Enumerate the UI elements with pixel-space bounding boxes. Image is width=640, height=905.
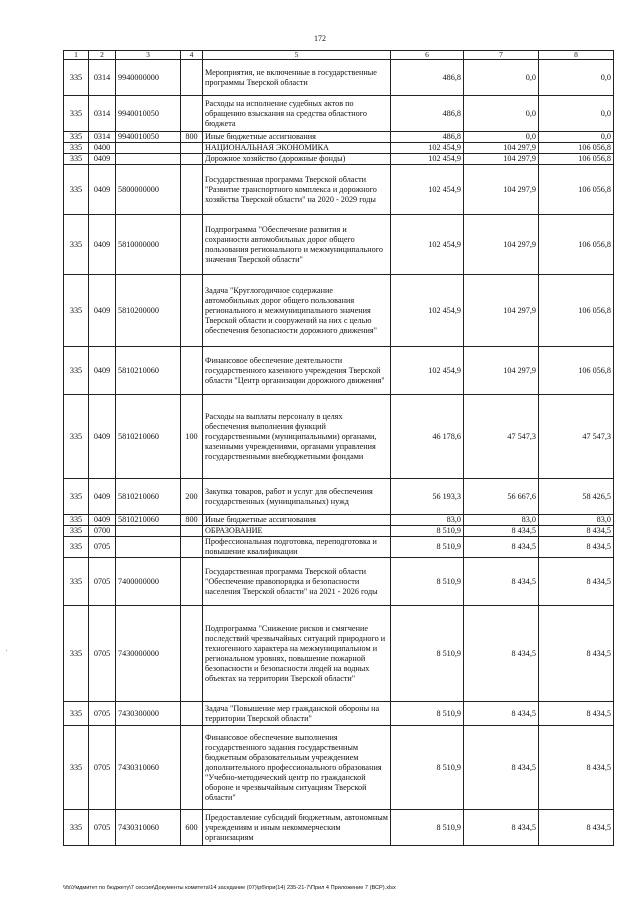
amount-2026-cell: 8 434,5 <box>539 726 614 810</box>
amount-2026-cell: 8 434,5 <box>539 526 614 537</box>
gr-code-cell: 335 <box>64 606 89 702</box>
amount-2024-cell: 102 454,9 <box>391 215 464 275</box>
amount-2026-cell: 0,0 <box>539 96 614 132</box>
amount-2024-cell: 102 454,9 <box>391 165 464 215</box>
amount-2024-cell: 8 510,9 <box>391 606 464 702</box>
target-article-cell: 9940010050 <box>116 132 181 143</box>
expense-type-cell <box>181 165 203 215</box>
amount-2026-cell: 8 434,5 <box>539 558 614 606</box>
description-cell: Предоставление субсидий бюджетным, автономным учреждениям и иным некоммерческим организациям <box>203 810 391 846</box>
target-article-cell: 5800000000 <box>116 165 181 215</box>
table-row <box>64 537 614 558</box>
expense-type-cell <box>181 143 203 154</box>
section-code-cell: 0314 <box>89 96 116 132</box>
amount-2026-cell: 58 426,5 <box>539 479 614 515</box>
amount-2026-cell: 8 434,5 <box>539 606 614 702</box>
section-code-cell: 0314 <box>89 60 116 96</box>
amount-2025-cell: 8 434,5 <box>464 810 539 846</box>
amount-2025-cell: 56 667,6 <box>464 479 539 515</box>
header-cell: 4 <box>181 51 203 60</box>
amount-2025-cell: 104 297,9 <box>464 275 539 347</box>
table-row <box>64 96 614 132</box>
amount-2024-cell: 83,0 <box>391 515 464 526</box>
target-article-cell <box>116 154 181 165</box>
expense-type-cell <box>181 215 203 275</box>
amount-2026-cell: 0,0 <box>539 132 614 143</box>
amount-2025-cell: 0,0 <box>464 96 539 132</box>
amount-2024-cell: 486,8 <box>391 60 464 96</box>
table-row <box>64 347 614 395</box>
gr-code-cell: 335 <box>64 132 89 143</box>
column-number-header <box>64 51 614 60</box>
amount-2024-cell: 8 510,9 <box>391 810 464 846</box>
target-article-cell: 7430000000 <box>116 606 181 702</box>
description-cell: Государственная программа Тверской области "Обеспечение правопорядка и безопасности населения Тверской области" на 2021 - 2026 годы <box>203 558 391 606</box>
amount-2025-cell: 104 297,9 <box>464 347 539 395</box>
amount-2026-cell: 106 056,8 <box>539 215 614 275</box>
table-row <box>64 165 614 215</box>
gr-code-cell: 335 <box>64 810 89 846</box>
gr-code-cell: 335 <box>64 347 89 395</box>
section-code-cell: 0314 <box>89 132 116 143</box>
section-code-cell: 0705 <box>89 537 116 558</box>
description-cell: Задача "Повышение мер гражданской обороны на территории Тверской области" <box>203 702 391 726</box>
target-article-cell: 7430310060 <box>116 726 181 810</box>
gr-code-cell: 335 <box>64 726 89 810</box>
amount-2024-cell: 102 454,9 <box>391 154 464 165</box>
table-row <box>64 479 614 515</box>
amount-2024-cell: 8 510,9 <box>391 558 464 606</box>
section-code-cell: 0409 <box>89 515 116 526</box>
table-row <box>64 526 614 537</box>
expense-type-cell <box>181 347 203 395</box>
amount-2025-cell: 104 297,9 <box>464 143 539 154</box>
gr-code-cell: 335 <box>64 154 89 165</box>
description-cell: Подпрограмма "Снижение рисков и смягчение последствий чрезвычайных ситуаций природного и техногенного характера на межмуниципальном и региональном уровнях, повышение пожарной безопасности и безопасности людей на водных объектах на территории Тверской области" <box>203 606 391 702</box>
section-code-cell: 0400 <box>89 143 116 154</box>
description-cell: Финансовое обеспечение деятельности государственного казенного учреждения Тверской области "Центр организации дорожного движения" <box>203 347 391 395</box>
table-row <box>64 606 614 702</box>
table-row <box>64 143 614 154</box>
expense-type-cell <box>181 606 203 702</box>
description-cell: Мероприятия, не включенные в государственные программы Тверской области <box>203 60 391 96</box>
target-article-cell: 5810000000 <box>116 215 181 275</box>
target-article-cell <box>116 537 181 558</box>
table-row <box>64 558 614 606</box>
gr-code-cell: 335 <box>64 165 89 215</box>
amount-2025-cell: 8 434,5 <box>464 526 539 537</box>
amount-2026-cell: 8 434,5 <box>539 537 614 558</box>
amount-2024-cell: 486,8 <box>391 132 464 143</box>
expense-type-cell <box>181 60 203 96</box>
gr-code-cell: 335 <box>64 558 89 606</box>
expense-type-cell <box>181 154 203 165</box>
amount-2025-cell: 104 297,9 <box>464 165 539 215</box>
page-number: 172 <box>314 34 326 43</box>
amount-2024-cell: 102 454,9 <box>391 347 464 395</box>
table-row <box>64 154 614 165</box>
target-article-cell: 5810200000 <box>116 275 181 347</box>
amount-2024-cell: 56 193,3 <box>391 479 464 515</box>
amount-2026-cell: 106 056,8 <box>539 143 614 154</box>
amount-2026-cell: 106 056,8 <box>539 154 614 165</box>
description-cell: Иные бюджетные ассигнования <box>203 132 391 143</box>
target-article-cell: 5810210060 <box>116 347 181 395</box>
amount-2025-cell: 104 297,9 <box>464 154 539 165</box>
target-article-cell: 5810210060 <box>116 395 181 479</box>
description-cell: Государственная программа Тверской области "Развитие транспортного комплекса и дорожного хозяйства Тверской области" на 2020 - 2029 годы <box>203 165 391 215</box>
gr-code-cell: 335 <box>64 526 89 537</box>
expense-type-cell: 600 <box>181 810 203 846</box>
amount-2025-cell: 8 434,5 <box>464 558 539 606</box>
section-code-cell: 0409 <box>89 165 116 215</box>
budget-table <box>63 50 614 846</box>
header-cell: 2 <box>89 51 116 60</box>
table-row <box>64 132 614 143</box>
amount-2025-cell: 8 434,5 <box>464 537 539 558</box>
section-code-cell: 0409 <box>89 275 116 347</box>
table-row <box>64 702 614 726</box>
section-code-cell: 0705 <box>89 558 116 606</box>
expense-type-cell <box>181 96 203 132</box>
amount-2026-cell: 8 434,5 <box>539 702 614 726</box>
amount-2025-cell: 47 547,3 <box>464 395 539 479</box>
margin-mark: ' <box>6 650 8 656</box>
gr-code-cell: 335 <box>64 96 89 132</box>
table-row <box>64 726 614 810</box>
header-cell: 6 <box>391 51 464 60</box>
section-code-cell: 0409 <box>89 347 116 395</box>
amount-2026-cell: 106 056,8 <box>539 347 614 395</box>
description-cell: НАЦИОНАЛЬНАЯ ЭКОНОМИКА <box>203 143 391 154</box>
amount-2025-cell: 8 434,5 <box>464 726 539 810</box>
expense-type-cell <box>181 558 203 606</box>
section-code-cell: 0705 <box>89 726 116 810</box>
amount-2026-cell: 106 056,8 <box>539 275 614 347</box>
table-row <box>64 60 614 96</box>
target-article-cell: 7400000000 <box>116 558 181 606</box>
expense-type-cell: 800 <box>181 132 203 143</box>
description-cell: Расходы на исполнение судебных актов по обращению взыскания на средства областного бюджета <box>203 96 391 132</box>
amount-2024-cell: 102 454,9 <box>391 143 464 154</box>
expense-type-cell <box>181 537 203 558</box>
table-row <box>64 810 614 846</box>
amount-2024-cell: 8 510,9 <box>391 526 464 537</box>
description-cell: Закупка товаров, работ и услуг для обеспечения государственных (муниципальных) нужд <box>203 479 391 515</box>
header-cell: 1 <box>64 51 89 60</box>
amount-2025-cell: 83,0 <box>464 515 539 526</box>
target-article-cell: 5810210060 <box>116 479 181 515</box>
description-cell: Профессиональная подготовка, переподготовка и повышение квалификации <box>203 537 391 558</box>
gr-code-cell: 335 <box>64 395 89 479</box>
target-article-cell <box>116 526 181 537</box>
section-code-cell: 0409 <box>89 215 116 275</box>
expense-type-cell <box>181 702 203 726</box>
gr-code-cell: 335 <box>64 275 89 347</box>
section-code-cell: 0409 <box>89 154 116 165</box>
description-cell: Подпрограмма "Обеспечение развития и сохранности автомобильных дорог общего пользования регионального и межмуниципального значения Тверской области" <box>203 215 391 275</box>
table-row <box>64 515 614 526</box>
header-cell: 3 <box>116 51 181 60</box>
table-row <box>64 395 614 479</box>
description-cell: Расходы на выплаты персоналу в целях обеспечения выполнения функций государственными (муниципальными) органами, казенными учреждениями, органами управления государственными внебюджетными фондами <box>203 395 391 479</box>
file-path-footer: \\fs\Умдмитет по бюджету\7 сессия\Документы комитета\14 заседание (07)\рб\при(14) 235-21-7\Прил 4 Приложение 7 (ВСР).xlsx <box>63 885 396 891</box>
header-cell: 7 <box>464 51 539 60</box>
expense-type-cell <box>181 275 203 347</box>
amount-2024-cell: 8 510,9 <box>391 702 464 726</box>
gr-code-cell: 335 <box>64 479 89 515</box>
gr-code-cell: 335 <box>64 537 89 558</box>
gr-code-cell: 335 <box>64 702 89 726</box>
expense-type-cell: 800 <box>181 515 203 526</box>
header-cell: 5 <box>203 51 391 60</box>
gr-code-cell: 335 <box>64 215 89 275</box>
amount-2026-cell: 0,0 <box>539 60 614 96</box>
gr-code-cell: 335 <box>64 515 89 526</box>
amount-2025-cell: 104 297,9 <box>464 215 539 275</box>
amount-2026-cell: 83,0 <box>539 515 614 526</box>
table-row <box>64 215 614 275</box>
target-article-cell: 7430300000 <box>116 702 181 726</box>
target-article-cell: 5810210060 <box>116 515 181 526</box>
amount-2024-cell: 8 510,9 <box>391 726 464 810</box>
amount-2025-cell: 0,0 <box>464 60 539 96</box>
description-cell: ОБРАЗОВАНИЕ <box>203 526 391 537</box>
amount-2025-cell: 8 434,5 <box>464 702 539 726</box>
gr-code-cell: 335 <box>64 143 89 154</box>
section-code-cell: 0705 <box>89 810 116 846</box>
section-code-cell: 0705 <box>89 606 116 702</box>
amount-2024-cell: 102 454,9 <box>391 275 464 347</box>
section-code-cell: 0705 <box>89 702 116 726</box>
section-code-cell: 0409 <box>89 395 116 479</box>
amount-2024-cell: 8 510,9 <box>391 537 464 558</box>
description-cell: Иные бюджетные ассигнования <box>203 515 391 526</box>
amount-2025-cell: 0,0 <box>464 132 539 143</box>
amount-2025-cell: 8 434,5 <box>464 606 539 702</box>
target-article-cell: 9940000000 <box>116 60 181 96</box>
header-cell: 8 <box>539 51 614 60</box>
description-cell: Дорожное хозяйство (дорожные фонды) <box>203 154 391 165</box>
table-row <box>64 275 614 347</box>
amount-2026-cell: 106 056,8 <box>539 165 614 215</box>
section-code-cell: 0409 <box>89 479 116 515</box>
target-article-cell: 7430310060 <box>116 810 181 846</box>
amount-2026-cell: 47 547,3 <box>539 395 614 479</box>
description-cell: Задача "Круглогодичное содержание автомобильных дорог общего пользования регионального и межмуниципального значения Тверской области и сооружений на них с целью обеспечения безопасности дорожного движения" <box>203 275 391 347</box>
amount-2024-cell: 46 178,6 <box>391 395 464 479</box>
target-article-cell <box>116 143 181 154</box>
description-cell: Финансовое обеспечение выполнения государственного задания государственным бюджетным образовательным учреждением дополнительного профессионального образования "Учебно-методический центр по гражданской обороне и чрезвычайным ситуациям Тверской области" <box>203 726 391 810</box>
target-article-cell: 9940010050 <box>116 96 181 132</box>
expense-type-cell: 200 <box>181 479 203 515</box>
amount-2024-cell: 486,8 <box>391 96 464 132</box>
amount-2026-cell: 8 434,5 <box>539 810 614 846</box>
expense-type-cell: 100 <box>181 395 203 479</box>
expense-type-cell <box>181 726 203 810</box>
section-code-cell: 0700 <box>89 526 116 537</box>
gr-code-cell: 335 <box>64 60 89 96</box>
expense-type-cell <box>181 526 203 537</box>
